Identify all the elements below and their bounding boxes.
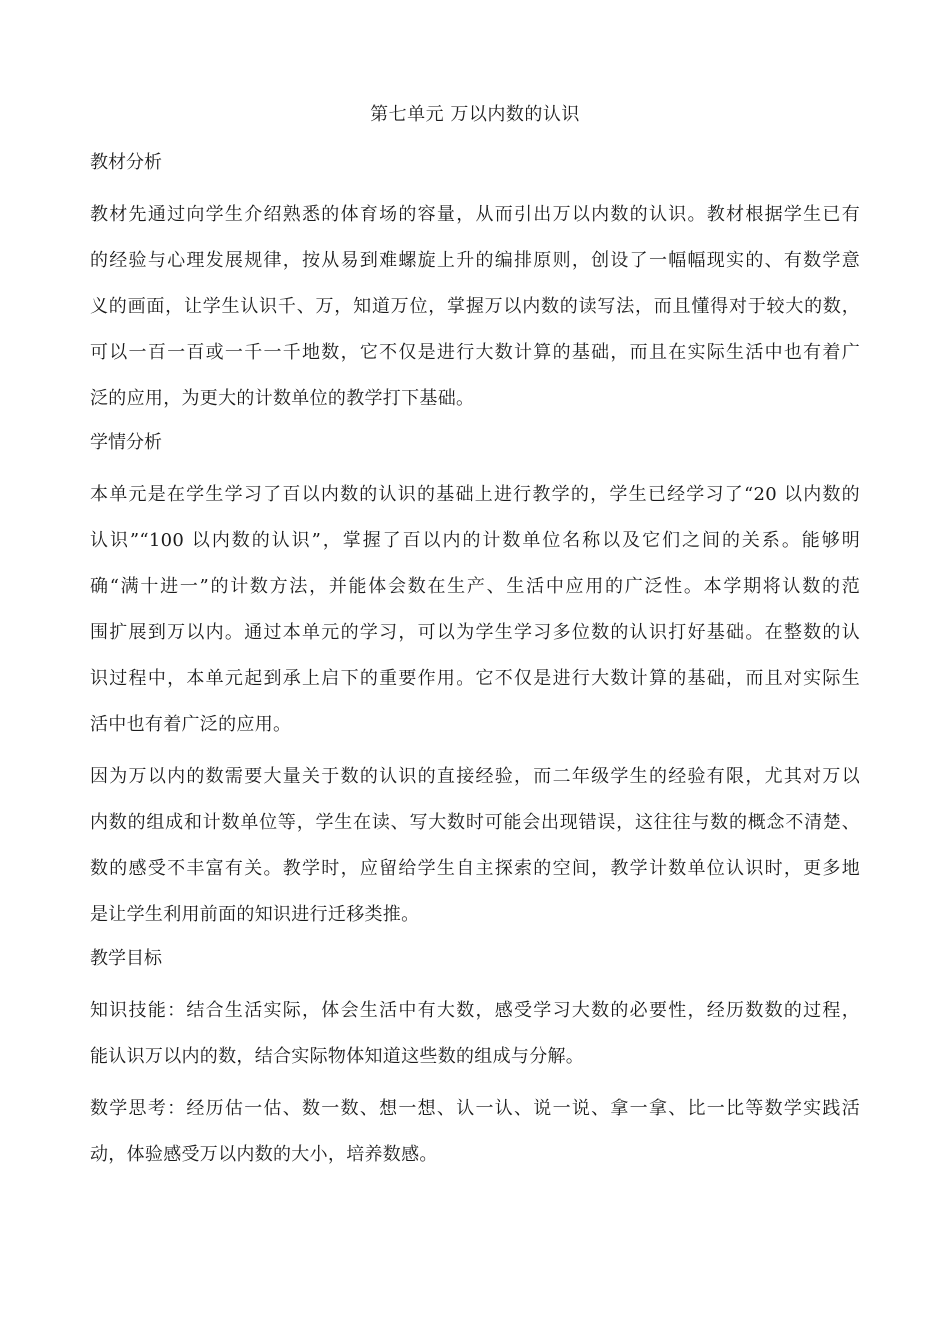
section-textbook-analysis [90, 148, 860, 422]
text-line: 确“满十进一”的计数方法，并能体会数在生产、生活中应用的广泛性。本学期将认数的范 [90, 576, 860, 597]
text-line: 内数的组成和计数单位等，学生在读、写大数时可能会出现错误，这往往与数的概念不清楚、 [90, 812, 860, 833]
text-line: 的经验与心理发展规律，按从易到难螺旋上升的编排原则，创设了一幅幅现实的、有数学意 [90, 250, 860, 271]
text-line: 义的画面，让学生认识千、万，知道万位，掌握万以内数的读写法，而且懂得对于较大的数， [90, 296, 860, 317]
text-line: 活中也有着广泛的应用。 [90, 714, 292, 735]
text-line: 泛的应用，为更大的计数单位的教学打下基础。 [90, 388, 475, 409]
text-line: 数学思考：经历估一估、数一数、想一想、认一认、说一说、拿一拿、比一比等数学实践活 [90, 1098, 860, 1119]
text-line: 能认识万以内的数，结合实际物体知道这些数的组成与分解。 [90, 1046, 585, 1067]
text-line: 可以一百一百或一千一千地数，它不仅是进行大数计算的基础，而且在实际生活中也有着广 [90, 342, 860, 363]
text-line: 知识技能：结合生活实际，体会生活中有大数，感受学习大数的必要性，经历数数的过程， [90, 1000, 860, 1021]
paragraph [90, 472, 860, 748]
text-line: 认识”“100 以内数的认识”，掌握了百以内的计数单位名称以及它们之间的关系。能够明 [90, 530, 860, 551]
page-title: 第七单元 万以内数的认识 [370, 104, 580, 125]
paragraph [90, 754, 860, 938]
text-line: 动，体验感受万以内数的大小，培养数感。 [90, 1144, 438, 1165]
text-line: 是让学生利用前面的知识进行迁移类推。 [90, 904, 420, 925]
paragraph [90, 192, 860, 422]
paragraph [90, 988, 860, 1080]
text-line: 识过程中，本单元起到承上启下的重要作用。它不仅是进行大数计算的基础，而且对实际生 [90, 668, 860, 689]
section-learner-analysis [90, 428, 860, 938]
text-line: 教材先通过向学生介绍熟悉的体育场的容量，从而引出万以内数的认识。教材根据学生已有 [90, 204, 860, 225]
section-heading: 教材分析 [90, 152, 162, 173]
paragraph [90, 1086, 860, 1178]
section-heading: 教学目标 [90, 948, 162, 969]
section-teaching-objectives [90, 944, 860, 1178]
section-heading: 学情分析 [90, 432, 162, 453]
text-line: 本单元是在学生学习了百以内数的认识的基础上进行教学的，学生已经学习了“20 以内数的 [90, 484, 860, 505]
text-line: 因为万以内的数需要大量关于数的认识的直接经验，而二年级学生的经验有限，尤其对万以 [90, 766, 860, 787]
text-line: 数的感受不丰富有关。教学时，应留给学生自主探索的空间，教学计数单位认识时，更多地 [90, 858, 860, 879]
document-body [90, 148, 860, 1184]
text-line: 围扩展到万以内。通过本单元的学习，可以为学生学习多位数的认识打好基础。在整数的认 [90, 622, 860, 643]
